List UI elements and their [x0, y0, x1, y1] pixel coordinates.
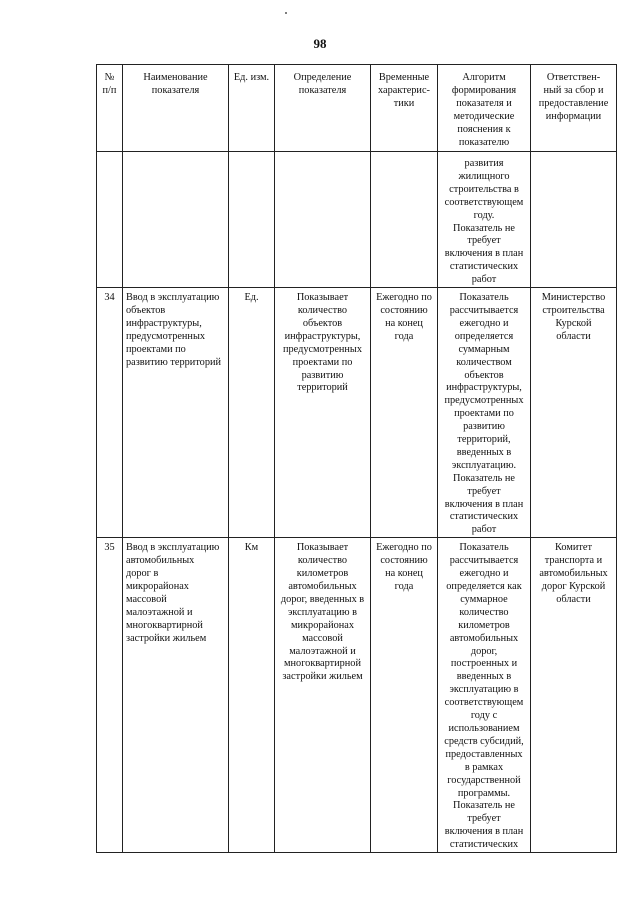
header-timing-text: Временные характерис- тики	[378, 72, 430, 109]
row-35-definition	[275, 538, 371, 853]
header-name	[123, 65, 229, 152]
scan-speck	[285, 12, 287, 14]
row-35-unit: Км	[229, 538, 275, 853]
cont-responsible-cell	[531, 152, 617, 288]
table-row-continuation	[97, 152, 617, 288]
header-unit	[229, 65, 275, 152]
cont-unit-cell	[229, 152, 275, 288]
cont-definition-cell	[275, 152, 371, 288]
row-35-name	[123, 538, 229, 853]
header-algorithm	[438, 65, 531, 152]
row-35-algorithm-text: Показатель рассчитывается ежегодно и определяется как суммарное количество километров автомобильных дорог, построенных и введенных в эксплуатацию в соответствующем году с использованием средств субсидий, предоставленных в рамках государственной программы. Показатель не требует включения в план статистических	[444, 542, 524, 851]
header-definition	[275, 65, 371, 152]
indicator-table	[96, 64, 617, 853]
header-unit-text: Ед. изм.	[233, 72, 270, 83]
row-35-algorithm	[438, 538, 531, 853]
row-34-name	[123, 288, 229, 538]
row-34-algorithm-text: Показатель рассчитывается ежегодно и определяется суммарным количеством объектов инфраструктуры, предусмотренных проектами по развитию территорий, введенных в эксплуатацию. Показатель не требует включения в план статистических работ	[444, 292, 524, 536]
page-number: 98	[313, 36, 327, 51]
row-35-definition-text: Показывает количество километров автомобильных дорог, введенных в эксплуатацию в микрорайонах массовой малоэтажной и многоквартирной застройки жильем	[280, 542, 365, 683]
table-row	[97, 288, 617, 538]
table-header-row	[97, 65, 617, 152]
cont-algorithm-text: развития жилищного строительства в соответствующем году. Показатель не требует включения в план статистических работ	[444, 158, 524, 286]
header-timing	[371, 65, 438, 152]
cont-name-cell	[123, 152, 229, 288]
cont-num-cell	[97, 152, 123, 288]
row-35-timing-text: Ежегодно по состоянию на конец года	[376, 542, 432, 592]
row-35-name-text: Ввод в эксплуатацию автомобильных дорог в микрорайонах массовой малоэтажной и многоквартирной застройки жильем	[126, 542, 220, 644]
row-35-timing	[371, 538, 438, 853]
header-name-text: Наименование показателя	[143, 72, 208, 96]
row-34-name-text: Ввод в эксплуатацию объектов инфраструктуры, предусмотренных проектами по развитию территорий	[126, 292, 221, 368]
row-34-definition	[275, 288, 371, 538]
row-34-responsible	[531, 288, 617, 538]
header-algorithm-text: Алгоритм формирования показателя и методические пояснения к показателю	[451, 72, 517, 148]
row-34-algorithm	[438, 288, 531, 538]
row-34-timing	[371, 288, 438, 538]
header-responsible-text: Ответствен- ный за сбор и предоставление информации	[538, 72, 609, 122]
row-34-unit: Ед.	[229, 288, 275, 538]
header-responsible	[531, 65, 617, 152]
cont-timing-cell	[371, 152, 438, 288]
header-definition-text: Определение показателя	[293, 72, 352, 96]
header-num	[97, 65, 123, 152]
row-35-num: 35	[97, 538, 123, 853]
header-num-text: № п/п	[102, 72, 117, 96]
cont-algorithm-cell	[438, 152, 531, 288]
row-34-definition-text: Показывает количество объектов инфраструктуры, предусмотренных проектами по развитию территорий	[282, 292, 362, 394]
row-34-num: 34	[97, 288, 123, 538]
row-35-responsible-text: Комитет транспорта и автомобильных дорог Курской области	[539, 542, 608, 605]
row-34-timing-text: Ежегодно по состоянию на конец года	[376, 292, 432, 342]
row-35-responsible	[531, 538, 617, 853]
row-34-responsible-text: Министерство строительства Курской области	[541, 292, 606, 342]
table-row	[97, 538, 617, 853]
